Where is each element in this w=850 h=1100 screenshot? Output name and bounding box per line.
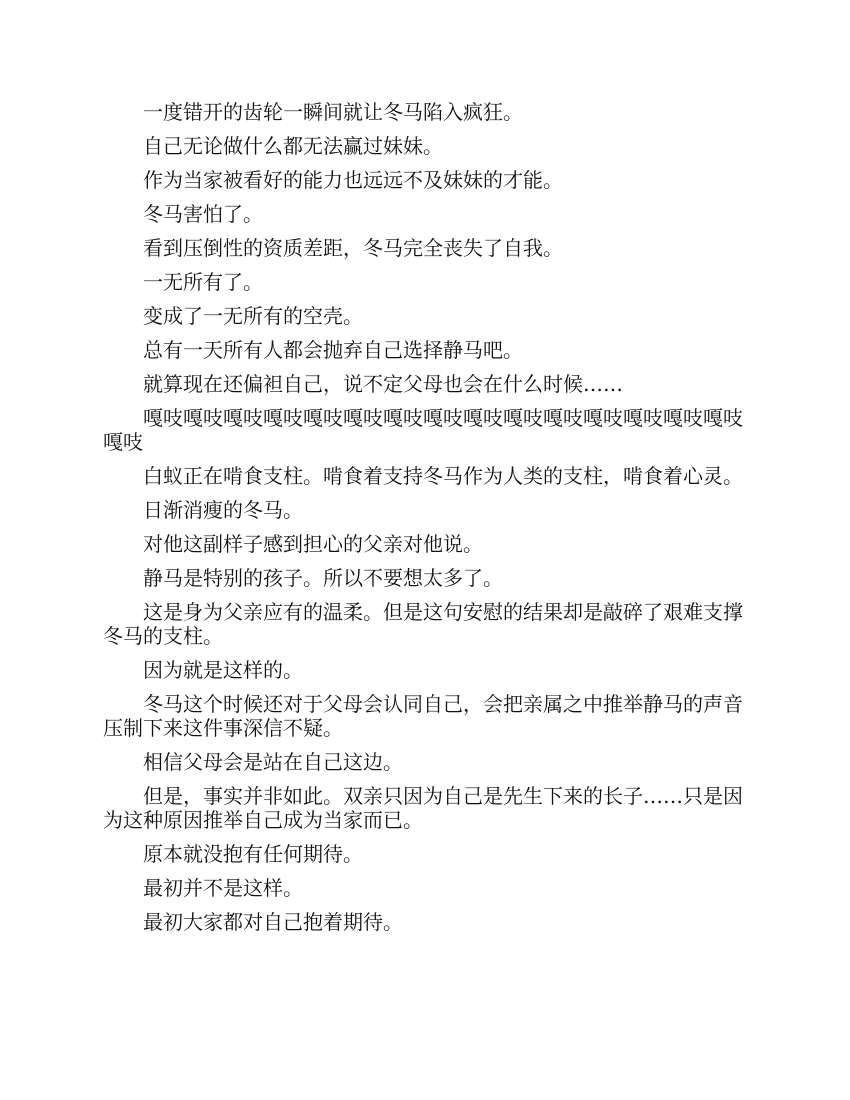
paragraph: 冬马这个时候还对于父母会认同自己，会把亲属之中推举静马的声音压制下来这件事深信不疑。 — [103, 692, 743, 740]
paragraph: 日渐消瘦的冬马。 — [143, 498, 303, 522]
paragraph: 静马是特别的孩子。所以不要想太多了。 — [143, 566, 503, 590]
paragraph: 白蚁正在啃食支柱。啃食着支持冬马作为人类的支柱，啃食着心灵。 — [143, 464, 743, 488]
body-text — [103, 100, 749, 944]
paragraph: 原本就没抱有任何期待。 — [143, 842, 363, 866]
paragraph: 就算现在还偏袒自己，说不定父母也会在什么时候…… — [143, 372, 623, 396]
paragraph: 总有一天所有人都会抛弃自己选择静马吧。 — [143, 338, 523, 362]
paragraph: 最初大家都对自己抱着期待。 — [143, 910, 403, 934]
paragraph: 但是，事实并非如此。双亲只因为自己是先生下来的长子……只是因为这种原因推举自己成为当家而已。 — [103, 784, 743, 832]
paragraph: 冬马害怕了。 — [143, 202, 263, 226]
paragraph: 相信父母会是站在自己这边。 — [143, 750, 403, 774]
paragraph: 作为当家被看好的能力也远远不及妹妹的才能。 — [143, 168, 563, 192]
paragraph: 看到压倒性的资质差距，冬马完全丧失了自我。 — [143, 236, 563, 260]
paragraph: 一度错开的齿轮一瞬间就让冬马陷入疯狂。 — [143, 100, 523, 124]
paragraph: 对他这副样子感到担心的父亲对他说。 — [143, 532, 483, 556]
paragraph: 这是身为父亲应有的温柔。但是这句安慰的结果却是敲碎了艰难支撑冬马的支柱。 — [103, 600, 743, 648]
paragraph: 最初并不是这样。 — [143, 876, 303, 900]
paragraph: 自己无论做什么都无法赢过妹妹。 — [143, 134, 443, 158]
paragraph: 因为就是这样的。 — [143, 658, 303, 682]
paragraph: 变成了一无所有的空壳。 — [143, 304, 363, 328]
paragraph: 一无所有了。 — [143, 270, 263, 294]
paragraph: 嘎吱嘎吱嘎吱嘎吱嘎吱嘎吱嘎吱嘎吱嘎吱嘎吱嘎吱嘎吱嘎吱嘎吱嘎吱嘎吱 — [103, 406, 743, 454]
